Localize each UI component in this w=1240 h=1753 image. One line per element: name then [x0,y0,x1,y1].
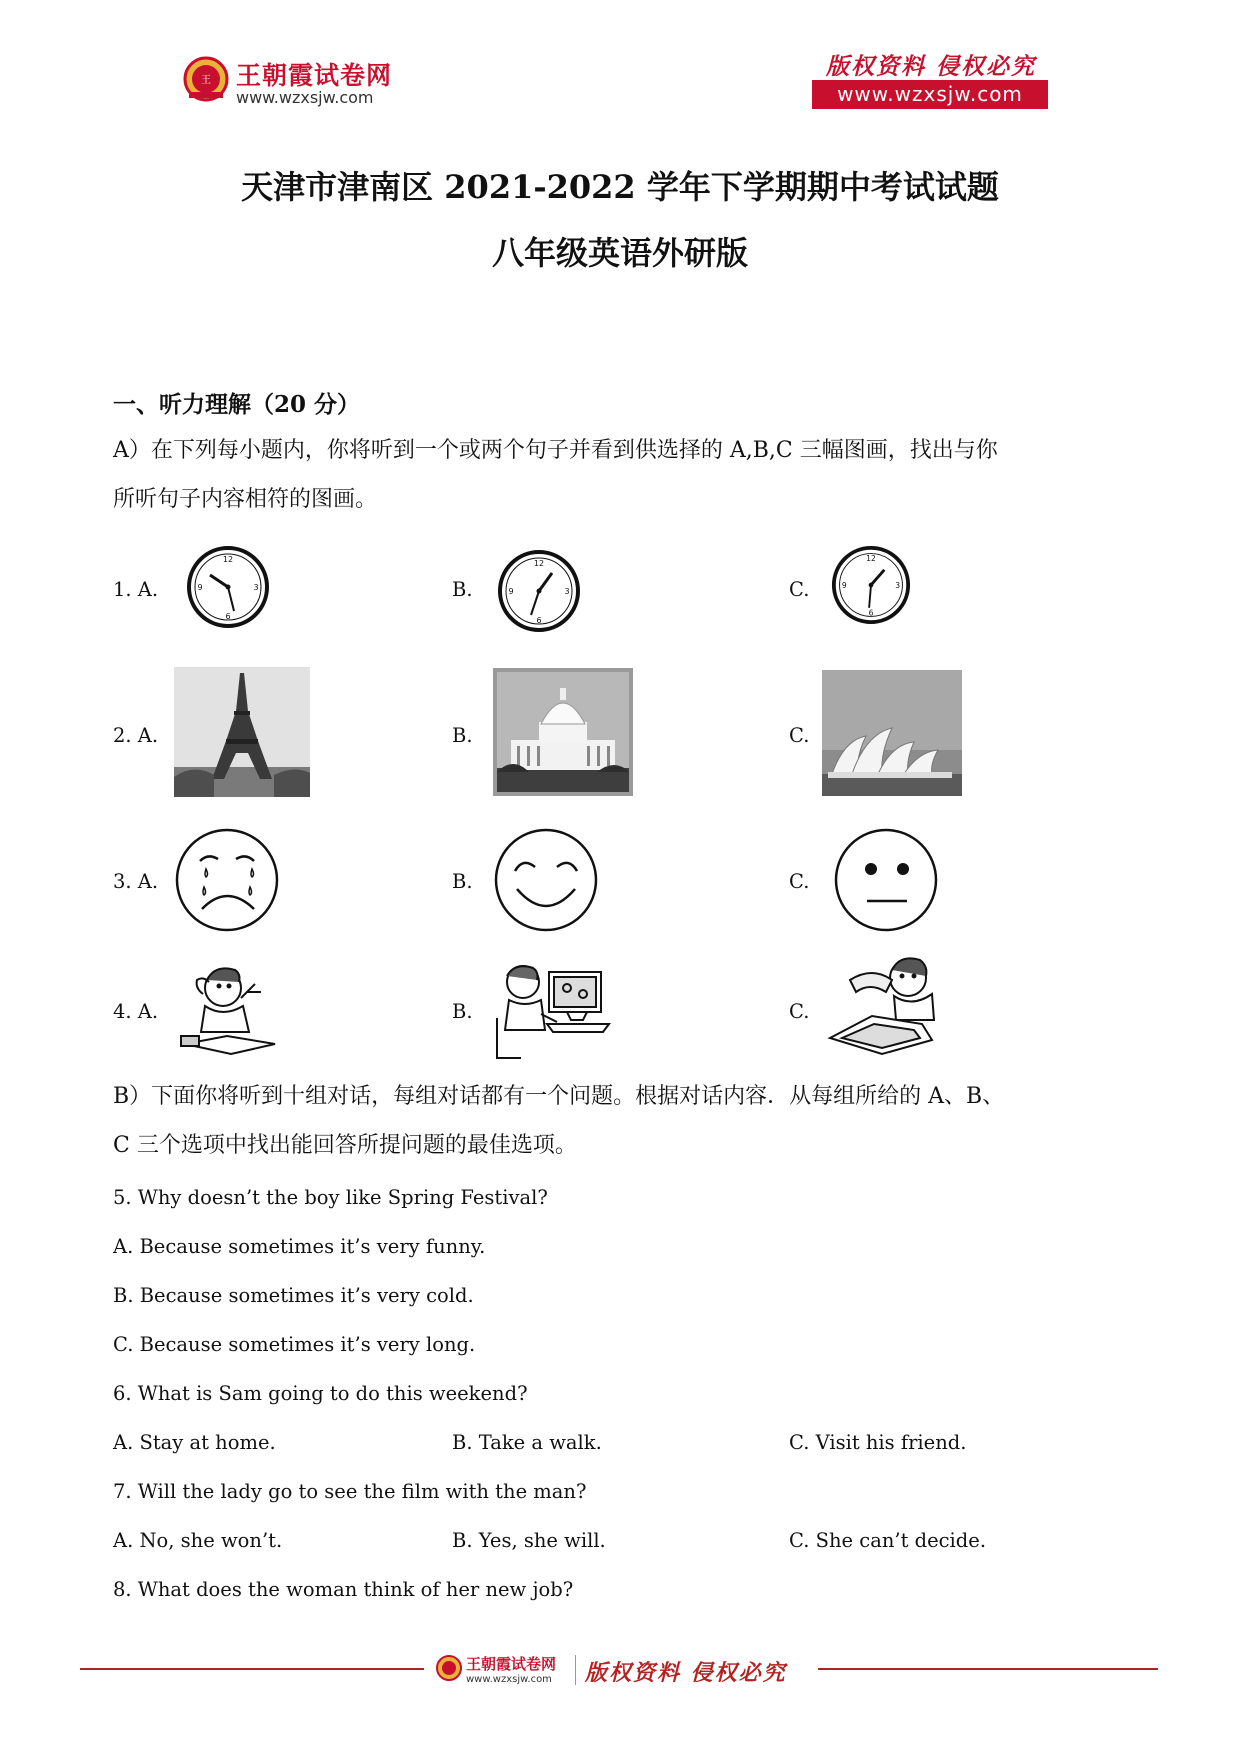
q5-option-c[interactable]: C. Because sometimes it’s very long. [113,1333,476,1356]
q4-option-b: B. [452,1000,473,1023]
logo-url[interactable]: www.wzxsjw.com [236,88,374,107]
q1-option-c: C. [789,578,810,601]
svg-text:6: 6 [225,612,231,621]
question-8: 8. What does the woman think of her new job? [113,1578,574,1601]
svg-text:9: 9 [508,587,514,596]
q2-option-b: B. [452,724,473,747]
footer-logo-icon [436,1655,462,1681]
part-a-instructions: A）在下列每小题内，你将听到一个或两个句子并看到供选择的 A,B,C 三幅图画，找出与你 [113,438,998,463]
svg-text:王: 王 [201,75,211,86]
logo-name: 王朝霞试卷网 [236,61,393,90]
copyright-notice: 版权资料 侵权必究 [826,53,1037,80]
smiling-face-icon [493,827,599,933]
svg-text:6: 6 [536,616,542,625]
part-b-instructions: B）下面你将听到十组对话，每组对话都有一个问题。根据对话内容．从每组所给的 A、B、 [113,1084,1005,1109]
svg-text:12: 12 [533,559,545,568]
footer-logo-name: 王朝霞试卷网 [466,1655,557,1673]
question-7: 7. Will the lady go to see the film with the man? [113,1480,587,1503]
q1-option-b: B. [452,578,473,601]
q3-option-b: B. [452,870,473,893]
part-a-instructions-2: 所听句子内容相符的图画。 [113,487,378,512]
footer-divider-right [818,1668,1158,1670]
boy-studying-icon [175,958,285,1058]
question-6: 6. What is Sam going to do this weekend? [113,1382,528,1405]
footer-copyright: 版权资料 侵权必究 [585,1660,787,1686]
clock-icon [186,545,270,629]
boy-computer-icon [487,958,615,1062]
q4-option-c: C. [789,1000,810,1023]
svg-text:9: 9 [841,580,847,590]
page-title: 天津市津南区 2021-2022 学年下学期期中考试试题 [241,168,999,206]
q6-option-a[interactable]: A. Stay at home. [113,1431,276,1454]
svg-text:3: 3 [564,587,570,596]
copyright-url[interactable]: www.wzxsjw.com [812,80,1048,109]
q2-option-c: C. [789,724,810,747]
footer-logo-url[interactable]: www.wzxsjw.com [466,1674,552,1685]
clock-icon [497,549,581,633]
q4-label: 4. A. [113,1000,159,1023]
svg-text:12: 12 [866,554,876,564]
eiffel-tower-photo [174,667,310,797]
svg-text:3: 3 [895,580,901,590]
svg-text:6: 6 [868,608,874,618]
boy-eating-icon [822,950,952,1056]
q2-label: 2. A. [113,724,159,747]
part-b-instructions-2: C 三个选项中找出能回答所提问题的最佳选项。 [113,1133,577,1158]
svg-text:9: 9 [197,583,203,592]
page-subtitle: 八年级英语外研版 [491,234,748,272]
svg-text:3: 3 [253,583,259,592]
clock-icon [831,545,911,625]
q3-option-c: C. [789,870,810,893]
neutral-face-icon [833,827,939,933]
opera-house-photo [822,670,962,796]
footer-separator [575,1655,576,1685]
q7-option-c[interactable]: C. She can’t decide. [789,1529,987,1552]
q5-option-b[interactable]: B. Because sometimes it’s very cold. [113,1284,474,1307]
crying-face-icon [174,827,280,933]
svg-text:12: 12 [222,555,234,564]
q3-label: 3. A. [113,870,159,893]
question-5: 5. Why doesn’t the boy like Spring Festival? [113,1186,548,1209]
q6-option-b[interactable]: B. Take a walk. [452,1431,602,1454]
q1-label: 1. A. [113,578,159,601]
capitol-building-photo [493,668,633,796]
q5-option-a[interactable]: A. Because sometimes it’s very funny. [113,1235,486,1258]
footer-divider-left [80,1668,424,1670]
logo-seal-icon [183,56,229,102]
q7-option-b[interactable]: B. Yes, she will. [452,1529,606,1552]
section-heading: 一、听力理解（20 分） [113,391,361,418]
q7-option-a[interactable]: A. No, she won’t. [113,1529,283,1552]
q6-option-c[interactable]: C. Visit his friend. [789,1431,967,1454]
